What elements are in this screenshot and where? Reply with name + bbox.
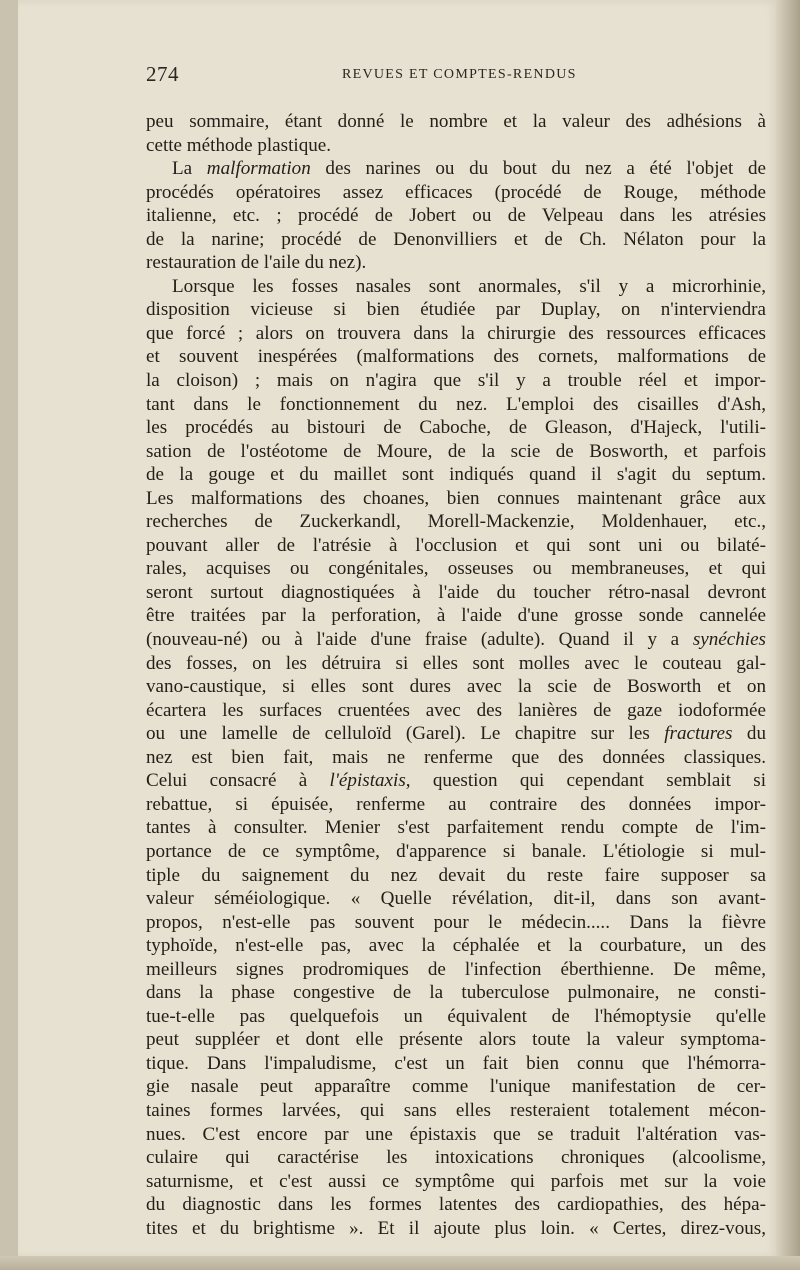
text-line: portance de ce symptôme, d'apparence si banale. L'étiologie si mul- [146,840,766,862]
text-line: meilleurs signes prodromiques de l'infection éberthienne. De même, [146,958,766,980]
text-line: italienne, etc. ; procédé de Jobert ou de Velpeau dans les atrésies [146,205,766,227]
page-bottom-shadow [0,1256,800,1270]
text-line: recherches de Zuckerkandl, Morell-Mackenzie, Moldenhauer, etc., [146,511,766,533]
text-line: Les malformations des choanes, bien connues maintenant grâce aux [146,487,766,509]
italic-term: l'épistaxis [329,770,406,792]
text-line: Lorsque les fosses nasales sont anormales, s'il y a microrhinie, [172,275,766,297]
text-line: disposition vicieuse si bien étudiée par Duplay, on n'interviendra [146,299,766,321]
italic-term: malformation [206,158,311,180]
text-line: procédés opératoires assez efficaces (procédé de Rouge, méthode [146,181,766,203]
text-line: sation de l'ostéotome de Moure, de la scie de Bosworth, et parfois [146,440,766,462]
page-edge-shadow [776,0,800,1270]
text-line: gie nasale peut apparaître comme l'unique manifestation de cer- [146,1076,766,1098]
text-line: peut suppléer et dont elle présente alors toute la valeur symptoma- [146,1029,766,1051]
text-line: tique. Dans l'impaludisme, c'est un fait bien connu que l'hémorra- [146,1052,766,1074]
text-line: dans la phase congestive de la tuberculose pulmonaire, ne consti- [146,982,766,1004]
italic-term: synéchies [692,629,766,651]
page-header [146,62,766,92]
text-line: du diagnostic dans les formes latentes des cardiopathies, des hépa- [146,1194,766,1216]
text-line: seront surtout diagnostiquées à l'aide du toucher rétro-nasal devront [146,581,766,603]
running-title: REVUES ET COMPTES-RENDUS [342,67,577,82]
text-line: tiple du saignement du nez devait du reste faire supposer sa [146,864,766,886]
text-line: écartera les surfaces cruentées avec des lanières de gaze iodoformée [146,699,766,721]
text-line: tantes à consulter. Menier s'est parfaitement rendu compte de l'im- [146,817,766,839]
text-line: vano-caustique, si elles sont dures avec la scie de Bosworth et on [146,676,766,698]
text-line: que forcé ; alors on trouvera dans la chirurgie des ressources efficaces [146,322,766,344]
text-line: tue-t-elle pas quelquefois un équivalent de l'hémoptysie qu'elle [146,1005,766,1027]
text-line: La malformation des narines ou du bout du nez a été l'objet de [172,158,766,180]
text-line: des fosses, on les détruira si elles sont molles avec le couteau gal- [146,652,766,674]
text-line: saturnisme, et c'est aussi ce symptôme qui parfois met sur la voie [146,1170,766,1192]
italic-term: fractures [664,723,733,745]
text-line: de la narine; procédé de Denonvilliers et de Ch. Nélaton pour la [146,228,766,250]
text-line: et souvent inespérées (malformations des cornets, malformations de [146,346,766,368]
text-line: nues. C'est encore par une épistaxis que se traduit l'altération vas- [146,1123,766,1145]
text-line: tant dans le fonctionnement du nez. L'emploi des cisailles d'Ash, [146,393,766,415]
text-line: cette méthode plastique. [146,134,332,156]
text-line: valeur séméiologique. « Quelle révélation, dit-il, dans son avant- [146,888,766,910]
body-text [146,110,766,1240]
text-line: ou une lamelle de celluloïd (Garel). Le chapitre sur les fractures du [146,723,766,745]
text-line: taines formes larvées, qui sans elles resteraient totalement mécon- [146,1099,766,1121]
text-line: nez est bien fait, mais ne renferme que des données classiques. [146,746,766,768]
text-line: être traitées par la perforation, à l'aide d'une grosse sonde cannelée [146,605,766,627]
text-line: propos, n'est-elle pas souvent pour le médecin..... Dans la fièvre [146,911,766,933]
text-line: les procédés au bistouri de Caboche, de Gleason, d'Hajeck, l'utili- [146,417,766,439]
text-line: rales, acquises ou congénitales, osseuses ou membraneuses, et qui [146,558,766,580]
text-line: restauration de l'aile du nez). [146,252,367,274]
text-line: tites et du brightisme ». Et il ajoute plus loin. « Certes, direz-vous, [146,1217,766,1239]
text-line: rebattue, si épuisée, renferme au contraire des données impor- [146,793,766,815]
text-line: peu sommaire, étant donné le nombre et la valeur des adhésions à [146,111,766,132]
text-line: de la gouge et du maillet sont indiqués quand il s'agit du septum. [146,464,766,486]
page-number: 274 [146,62,179,86]
text-line: typhoïde, n'est-elle pas, avec la céphalée et la courbature, un des [146,935,766,957]
text-line: pouvant aller de l'atrésie à l'occlusion et qui sont uni ou bilaté- [146,534,766,556]
text-line: la cloison) ; mais on n'agira que s'il y a trouble réel et impor- [146,370,766,392]
text-line: Celui consacré à l'épistaxis, question qui cependant semblait si [146,770,766,792]
text-line: (nouveau-né) ou à l'aide d'une fraise (adulte). Quand il y a synéchies [146,629,766,651]
text-line: culaire qui caractérise les intoxications chroniques (alcoolisme, [146,1147,766,1169]
